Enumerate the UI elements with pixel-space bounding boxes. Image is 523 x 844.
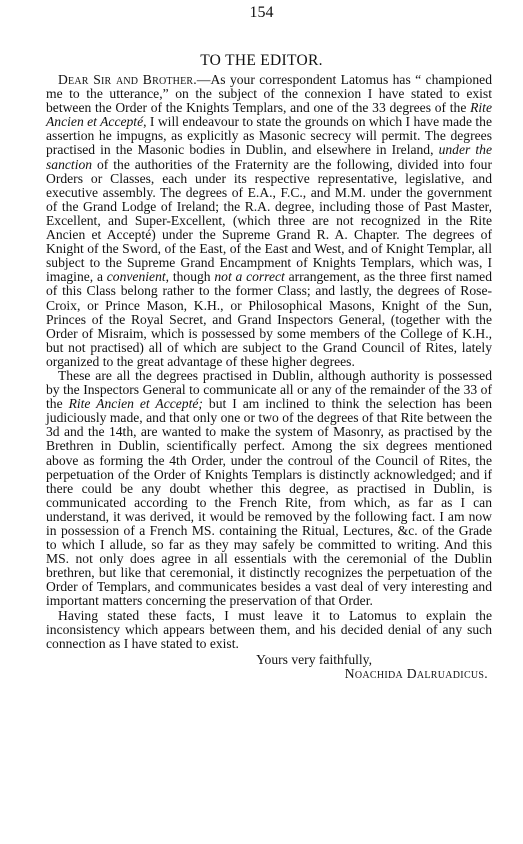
paragraph-1 — [46, 73, 492, 369]
salutation: Dear Sir and Brother. — [58, 72, 197, 87]
closing: Yours very faithfully, — [256, 651, 372, 667]
signature: Noachida Dalruadicus. — [344, 665, 488, 681]
paragraph-2 — [46, 369, 492, 609]
paragraph-2-text: These are all the degrees practised in Dublin, although authority is possessed by the Inspectors General to communicate all or any of the remainder of the 33 of the — [46, 367, 492, 412]
paragraph-3 — [46, 609, 492, 651]
paragraph-3-text: Having stated these facts, I must leave it to Latomus to explain the inconsistency which appears between them, and his decided denial of any such connection as I have stated to exist. — [46, 607, 492, 651]
paragraph-1-text: —As your correspondent Latomus has “ championed me to the utterance,” on the subject of the connexion I have stated to exist between the Order of the Knights Templars, and one of the 33 degrees of the — [46, 72, 492, 116]
paragraph-2-text: but I am inclined to think the selection has been judiciously made, and that only one or two of the degrees of that Rite between the 3d and the 14th, are wanted to make the system of Masonry, as practised by the Brethren in Dublin, scientifically perfect. Among the six degrees mentioned above as forming the 4th Order, under the controul of the Council of Rites, the perpetuation of the Order of Knights Templars is distinctly acknowledged; and if there could be any doubt whether this degree, as practised in Dublin, is communicated according to the French Rite, from which, as far as I can understand, it was derived, it would be removed by the following fact. I am now in possession of a French MS. containing the Ritual, Lectures, &c. of the Grade to which I allude, so far as they may safely be committed to writing. And this MS. not only does agree in all essentials with the ceremonial of the Dublin brethren, but like that ceremonial, it distinctly recognizes the perpetuation of the Order of Templars, and communicates besides a vast deal of very interesting and important matters concerning the preservation of that Order. — [46, 396, 493, 609]
paragraph-1-text: of the authorities of the Fraternity are the following, divided into four Orders or Classes, each under its respective representative, legislative, and executive assembly. The degrees of E.A., F.C., and M.M. under the government of the Grand Lodge of Ireland; the R.A. degree, including those of Past Master, Excellent, and Super-Excellent, (which three are not recognized in the Rite Ancien et Accepté) under the Supreme Grand R. A. Chapter. The degrees of Knight of the Sword, of the East, of the East and West, and of Knight Templar, all subject to the Supreme Grand Encampment of Knights Templars, which was, I imagine, a — [46, 156, 492, 285]
italic-word: convenient — [106, 269, 166, 285]
letter-heading: TO THE EDITOR. — [200, 52, 323, 69]
paragraph-1-text: , I will endeavour to state the grounds on which I have made the assertion he impugns, as explicitly as Masonic secrecy will permit. The degrees practised in the Masonic bodies in Dublin, and elsewhere in Ireland, — [46, 114, 492, 158]
italic-phrase: under the sanction — [46, 142, 492, 172]
page-number: 154 — [249, 4, 274, 21]
italic-rite-name: Rite Ancien et Accepté; — [68, 396, 203, 412]
letter-body — [46, 73, 492, 681]
paragraph-1-text: arrangement, as the three first named of this Class belong rather to the former Class; and lastly, the degrees of Rose-Croix, or Prince Mason, K.H., or Philosophical Masons, Knight of the Sun, Princes of the Royal Secret, and Grand Inspectors General, (together with the Order of Misraim, which is possessed by some members of the College of K.H., but not practised) all of which are subject to the Grand Council of Rites, lately organized to the great advantage of these higher degrees. — [46, 269, 492, 369]
italic-phrase: not a correct — [214, 269, 285, 285]
paragraph-1-text: , though — [165, 269, 215, 285]
italic-rite-name: Rite Ancien et Accepté — [46, 100, 492, 130]
